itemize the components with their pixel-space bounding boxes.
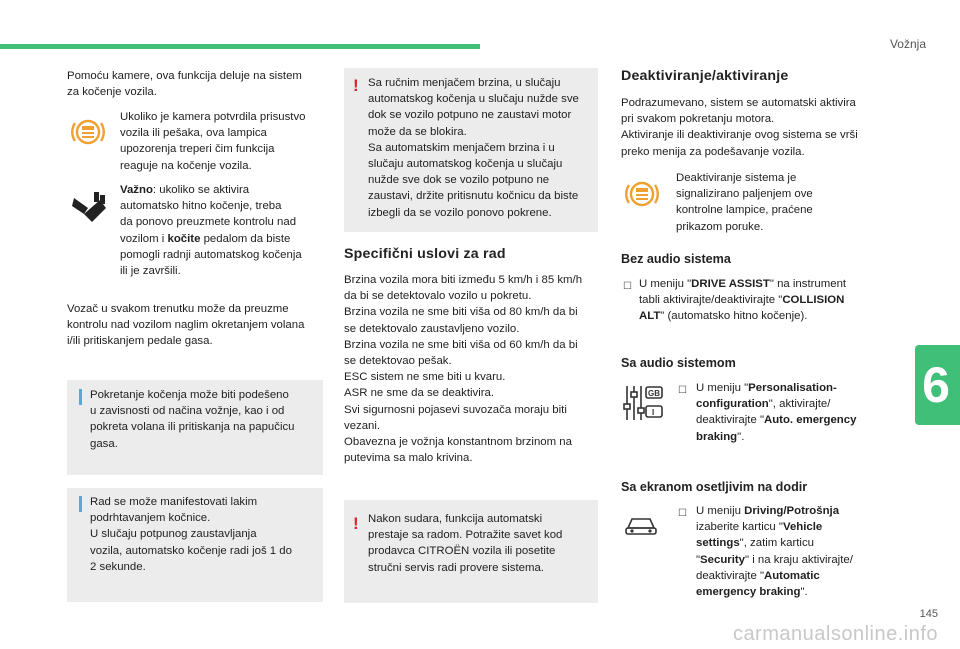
page-number: 145 <box>919 608 938 620</box>
bullet-icon: ☐ <box>623 281 632 292</box>
touchscreen-instruction: U meniju Driving/Potrošnja izaberite karticu "Vehicle settings", zatim karticu "Security" i na kraju aktivirajte/ deaktivirajte "Automatic emergency braking". <box>696 505 853 599</box>
warning-text-1: Sa ručnim menjačem brzina, u slučaju automatskog kočenja u slučaju nužde sve dok se vozilo potpuno ne zaustavi motor može da se blokira. Sa automatskim menjačem brzina i u slučaju automatskog kočenja u slučaju nužde sve dok se vozilo potpuno ne zaustavi, držite pritisnutu kočnicu da biste izbegli da se vozilo ponovo pokrene. <box>368 77 579 219</box>
warning-text-2: Nakon sudara, funkcija automatski prestaje sa radom. Potražite savet kod prodavca CITROËN vozila ili posetite stručni servis radi provere sistema. <box>368 513 563 574</box>
intro-text: Pomoću kamere, ova funkcija deluje na sistem za kočenje vozila. <box>67 70 302 99</box>
info-text-1: Pokretanje kočenja može biti podešeno u zavisnosti od načina vožnje, kao i od pokreta volana ili pritiskanja na papučicu gasa. <box>90 389 295 450</box>
svg-text:GB: GB <box>648 389 660 398</box>
heading-no-audio: Bez audio sistema <box>621 252 731 266</box>
pedal-hand-icon <box>70 190 110 226</box>
section-heading-conditions: Specifični uslovi za rad <box>344 246 506 262</box>
heading-touchscreen: Sa ekranom osetljivim na dodir <box>621 480 808 494</box>
info-bar <box>79 496 82 512</box>
info-text-2: Rad se može manifestovati lakim podrhtavanjem kočnice. U slučaju potpunog zaustavljanja vozila, automatsko kočenje radi još 1 do 2 sekunde. <box>90 496 292 573</box>
section-heading-deactivation: Deaktiviranje/aktiviranje <box>621 68 789 84</box>
audio-instruction: U meniju "Personalisation- configuration", aktivirajte/ deaktivirajte "Auto. emergency braking". <box>696 382 857 443</box>
exclamation-icon: ! <box>353 514 359 533</box>
deactivation-intro: Podrazumevano, sistem se automatski aktivira pri svakom pokretanju motora. Aktiviranje ili deaktiviranje ovog sistema se vrši preko menija za podešavanje vozila. <box>621 97 858 158</box>
bullet-icon: ☐ <box>678 508 687 519</box>
exclamation-icon: ! <box>353 76 359 95</box>
conditions-text: Brzina vozila mora biti između 5 km/h i 85 km/h da bi se detektovalo vozilo u pokretu. Brzina vozila ne sme biti viša od 80 km/h da bi se detektovalo zaustavljeno vozilo. Brzina vozila ne sme biti viša od 60 km/h da bi se detektovao pešak. ESC sistem ne sme biti u kvaru. ASR ne sme da se deaktivira. Svi sigurnosni pojasevi suvozača moraju biti vezani. Obavezna je vožnja konstantnom brzinom na putevima sa malo krivina. <box>344 274 583 465</box>
svg-text:I: I <box>652 408 655 417</box>
chapter-number: 6 <box>922 357 950 413</box>
deactivation-note: Deaktiviranje sistema je signalizirano paljenjem ove kontrolne lampice, praćene prikazom poruke. <box>676 172 813 233</box>
driver-note: Vozač u svakom trenutku može da preuzme kontrolu nad vozilom naglim okretanjem volana i/ili pritiskanjem pedale gasa. <box>67 303 305 348</box>
brake-warning-icon <box>624 176 660 212</box>
heading-audio: Sa audio sistemom <box>621 356 736 370</box>
touchscreen-car-icon <box>624 512 658 538</box>
settings-sliders-icon <box>622 384 664 422</box>
bullet-icon: ☐ <box>678 385 687 396</box>
camera-note: Ukoliko je kamera potvrdila prisustvo vozila ili pešaka, ova lampica upozorenja treperi čim funkcija reaguje na kočenje vozila. <box>120 111 306 172</box>
info-bar <box>79 389 82 405</box>
watermark: carmanualsonline.info <box>732 623 938 645</box>
no-audio-instruction: U meniju "DRIVE ASSIST" na instrument tabli aktivirajte/deaktivirajte "COLLISION ALT" (automatsko hitno kočenje). <box>639 278 847 323</box>
section-color-bar <box>0 44 480 49</box>
important-note: Važno: ukoliko se aktivira automatsko hitno kočenje, treba da ponovo preuzmete kontrolu nad vozilom i kočite pedalom da biste pomogli radnji automatskog kočenja ili je završili. <box>120 184 302 278</box>
section-title: Vožnja <box>889 37 926 51</box>
brake-warning-icon <box>70 114 106 150</box>
